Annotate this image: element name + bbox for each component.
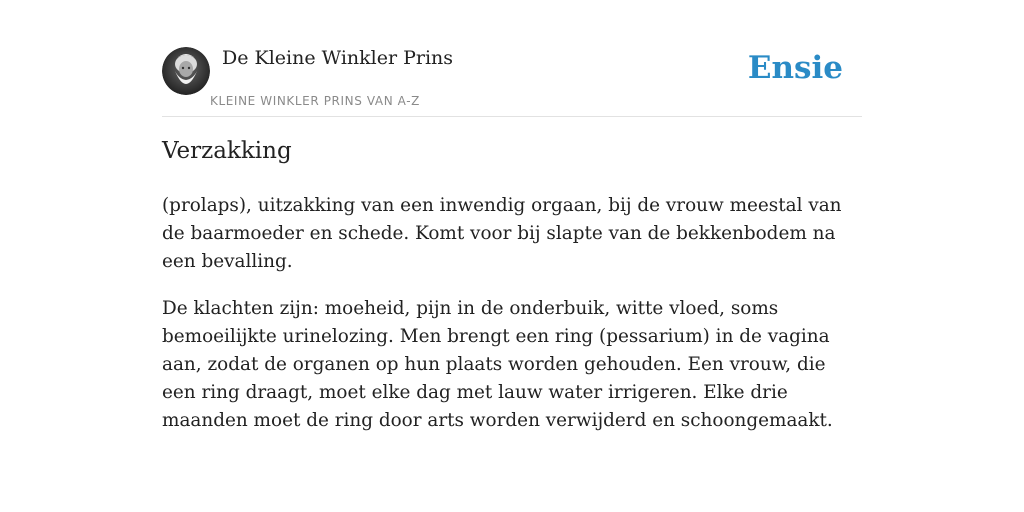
brand-logo-link[interactable]: Ensie — [747, 50, 843, 86]
article-body — [162, 192, 862, 454]
article-paragraph: De klachten zijn: moeheid, pijn in de onderbuik, witte vloed, soms bemoeilijkte urinelozing. Men brengt een ring (pessarium) in de vagina aan, zodat de organen op hun plaats worden gehouden. Een vrouw, die een ring draagt, moet elke dag met lauw water irrigeren. Elke drie maanden moet de ring door arts worden verwijderd en schoongemaakt. — [162, 298, 833, 431]
author-name[interactable]: De Kleine Winkler Prins — [222, 47, 454, 69]
bearded-man-portrait-icon — [162, 47, 210, 95]
avatar[interactable] — [162, 47, 210, 95]
article-paragraph: (prolaps), uitzakking van een inwendig orgaan, bij de vrouw meestal van de baarmoeder en schede. Komt voor bij slapte van de bekkenbodem na een bevalling. — [162, 195, 842, 272]
page-title: Verzakking — [162, 138, 292, 164]
source-subtitle[interactable]: KLEINE WINKLER PRINS VAN A-Z — [210, 94, 420, 108]
header — [162, 44, 862, 117]
